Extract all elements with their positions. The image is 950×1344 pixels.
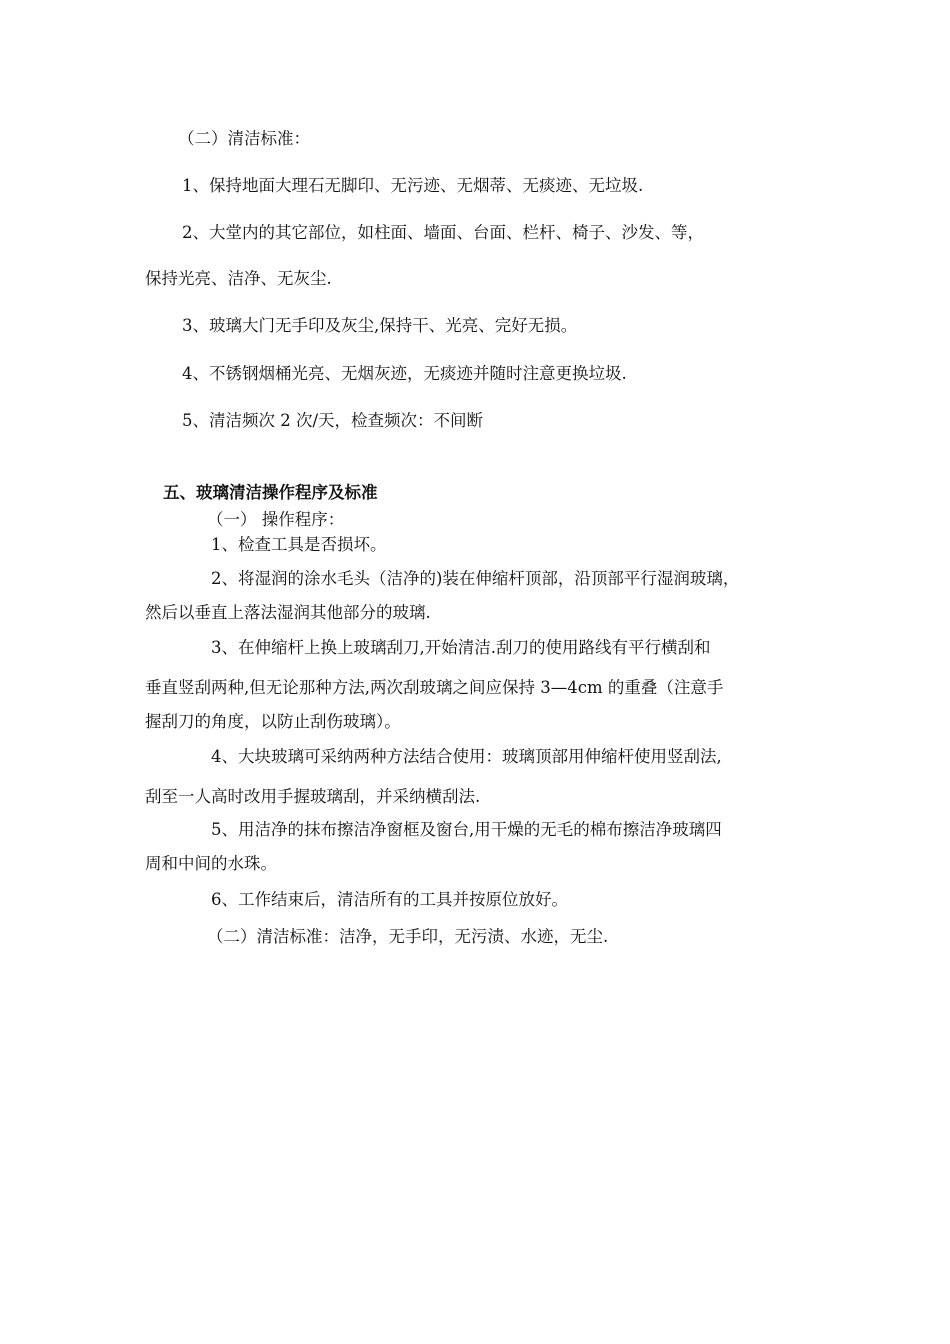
procedure-step-3-line-2: 垂直竖刮两种,但无论那种方法,两次刮玻璃之间应保持 3—4cm 的重叠（注意手 [145,678,724,697]
procedure-step-5-line-2: 周和中间的水珠。 [145,854,277,873]
standard-item-1: 1、保持地面大理石无脚印、无污迹、无烟蒂、无痰迹、无垃圾. [182,176,644,195]
procedure-heading: （一） 操作程序： [207,510,345,529]
procedure-step-5-line-1: 5、用洁净的抹布擦洁净窗框及窗台,用干燥的无毛的棉布擦洁净玻璃四 [211,820,722,839]
procedure-step-1: 1、检查工具是否损坏。 [211,535,387,554]
procedure-step-3-line-1: 3、在伸缩杆上换上玻璃刮刀,开始清洁.刮刀的使用路线有平行横刮和 [211,638,711,657]
procedure-step-2-line-2: 然后以垂直上落法湿润其他部分的玻璃. [145,603,431,622]
section-5-title: 五、玻璃清洁操作程序及标准 [163,483,378,502]
standard-item-3: 3、玻璃大门无手印及灰尘,保持干、光亮、完好无损。 [182,316,578,335]
procedure-step-4-line-1: 4、大块玻璃可采纳两种方法结合使用：玻璃顶部用伸缩杆使用竖刮法, [211,747,722,766]
standard-item-2-line-2: 保持光亮、洁净、无灰尘. [145,269,332,288]
standards-heading: （二）清洁标准： [178,129,310,148]
standard-item-2-line-1: 2、大堂内的其它部位，如柱面、墙面、台面、栏杆、椅子、沙发、等， [182,223,704,242]
procedure-step-4-line-2: 刮至一人高时改用手握玻璃刮，并采纳横刮法. [145,787,481,806]
standard-item-5: 5、清洁频次 2 次/天，检查频次：不间断 [182,411,484,430]
procedure-step-2-line-1: 2、将湿润的涂水毛头（洁净的)装在伸缩杆顶部，沿顶部平行湿润玻璃， [211,569,740,588]
procedure-step-3-line-3: 握刮刀的角度，以防止刮伤玻璃）。 [145,712,401,731]
cleaning-standard: （二）清洁标准：洁净，无手印，无污渍、水迹，无尘. [207,927,609,946]
procedure-step-6: 6、工作结束后，清洁所有的工具并按原位放好。 [211,890,568,909]
standard-item-4: 4、不锈钢烟桶光亮、无烟灰迹，无痰迹并随时注意更换垃圾. [182,364,627,383]
